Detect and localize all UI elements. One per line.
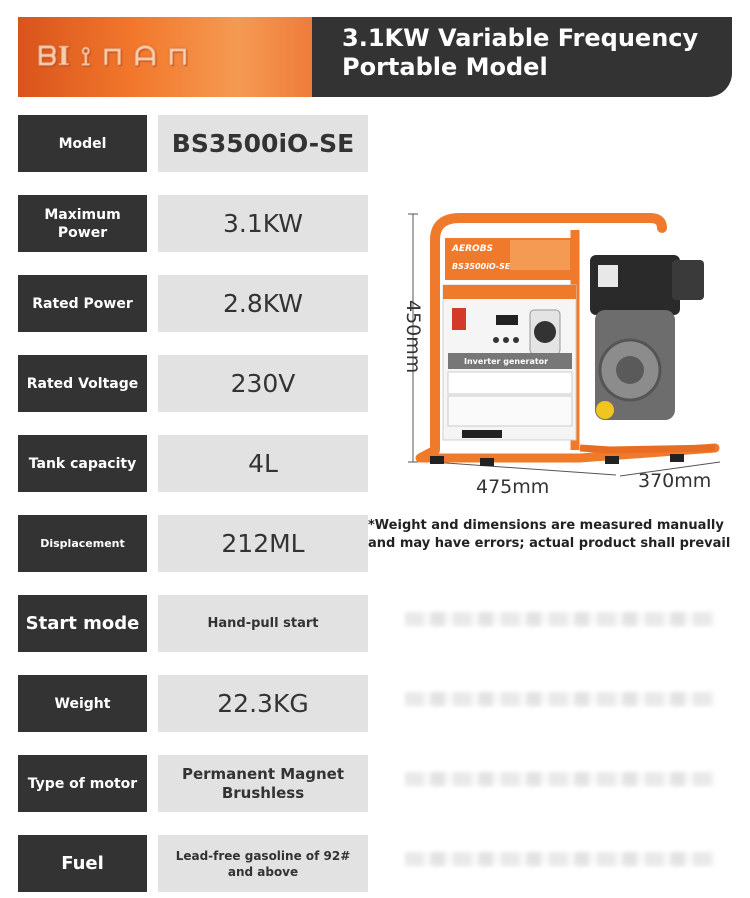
spec-value: Lead-free gasoline of 92# and above [158,835,368,892]
brand-banner [18,17,312,97]
faded-text-line [405,692,715,706]
spec-label: Fuel [18,835,147,892]
spec-label: Type of motor [18,755,147,812]
generator-illustration [380,200,735,500]
spec-value: 3.1KW [158,195,368,252]
spec-value: BS3500iO-SE [158,115,368,172]
spec-label: Displacement [18,515,147,572]
spec-row-model [18,115,368,172]
spec-label: Start mode [18,595,147,652]
spec-row-displacement [18,515,368,572]
spec-row-start-mode [18,595,368,652]
title-banner [312,17,732,97]
spec-label: Weight [18,675,147,732]
spec-label: Model [18,115,147,172]
spec-value: Permanent Magnet Brushless [158,755,368,812]
spec-row-fuel [18,835,368,892]
panel-brand: AEROBS [452,244,494,254]
faded-text-line [405,852,715,866]
brand-logo: ᗷI ⟟ ⊓ ᗩ ⊓ [38,42,190,72]
spec-label: Rated Power [18,275,147,332]
spec-value: 212ML [158,515,368,572]
width-dimension-label: 475mm [476,476,550,498]
spec-row-rated-power [18,275,368,332]
panel-caption: Inverter generator [464,357,549,366]
faded-text-line [405,772,715,786]
spec-label: Maximum Power [18,195,147,252]
spec-label: Rated Voltage [18,355,147,412]
spec-row-type-of-motor [18,755,368,812]
spec-row-tank-capacity [18,435,368,492]
spec-value: 22.3KG [158,675,368,732]
spec-label: Tank capacity [18,435,147,492]
spec-value: 2.8KW [158,275,368,332]
spec-value: 230V [158,355,368,412]
spec-value: 4L [158,435,368,492]
panel-model: BS3500iO-SE [452,262,511,271]
page-title: 3.1KW Variable Frequency Portable Model [342,24,699,81]
product-image [380,200,735,500]
height-dimension-label: 450mm [402,300,424,374]
depth-dimension-label: 370mm [638,470,712,492]
faded-text-line [405,612,715,626]
spec-row-maximum-power [18,195,368,252]
spec-row-weight [18,675,368,732]
spec-row-rated-voltage [18,355,368,412]
spec-value: Hand-pull start [158,595,368,652]
disclaimer-note: *Weight and dimensions are measured manually and may have errors; actual product shall prevail [368,518,731,551]
